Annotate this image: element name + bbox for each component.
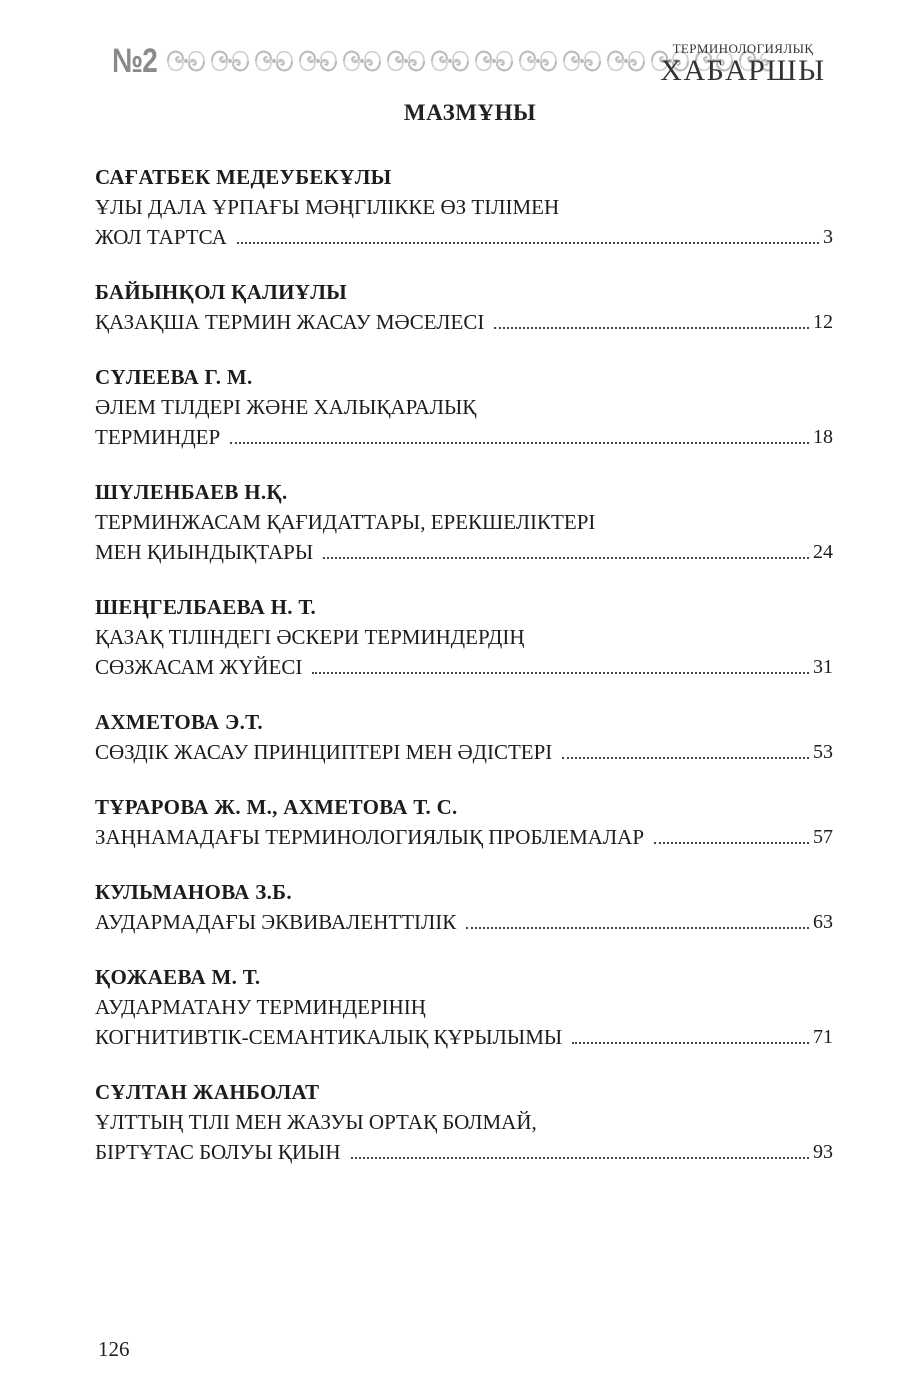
entry-author: СҰЛТАН ЖАНБОЛАТ <box>95 1080 320 1104</box>
entry-title-last-line <box>95 1137 833 1167</box>
entry-page-number: 31 <box>813 656 833 678</box>
journal-title-main: ХАБАРШЫ <box>660 54 826 87</box>
journal-title-top: ТЕРМИНОЛОГИЯЛЫҚ <box>672 41 814 56</box>
entry-title-last-line <box>95 1022 833 1052</box>
entry-title-last-line <box>95 307 833 337</box>
toc-title: МАЗМҰНЫ <box>403 100 537 125</box>
dot-leader <box>572 1042 809 1044</box>
toc-entry[interactable] <box>95 477 833 567</box>
running-header <box>112 40 828 86</box>
toc-entry[interactable] <box>95 962 833 1052</box>
toc-entry[interactable] <box>95 162 833 252</box>
dot-leader <box>466 927 809 929</box>
entry-title-text: СӨЗДІК ЖАСАУ ПРИНЦИПТЕРІ МЕН ӘДІСТЕРІ <box>95 740 553 764</box>
dot-leader <box>323 557 809 559</box>
journal-title <box>658 42 828 86</box>
entry-title-line: ҰЛТТЫҢ ТІЛІ МЕН ЖАЗУЫ ОРТАҚ БОЛМАЙ, <box>95 1110 537 1134</box>
entry-title-line: ҰЛЫ ДАЛА ҰРПАҒЫ МӘҢГІЛІККЕ ӨЗ ТІЛІМЕН <box>95 195 560 219</box>
entry-page-number: 57 <box>813 826 833 848</box>
entry-title-last-line <box>95 822 833 852</box>
entry-title-text: КОГНИТИВТІК-СЕМАНТИКАЛЫҚ ҚҰРЫЛЫМЫ <box>95 1025 563 1049</box>
entry-author: САҒАТБЕК МЕДЕУБЕКҰЛЫ <box>95 165 392 189</box>
dot-leader <box>654 842 809 844</box>
entry-page-number: 63 <box>813 911 833 933</box>
entry-title-text: МЕН ҚИЫНДЫҚТАРЫ <box>95 540 314 564</box>
dot-leader <box>312 672 809 674</box>
entry-author: ШЕҢГЕЛБАЕВА Н. Т. <box>95 595 317 619</box>
entry-title-last-line <box>95 652 833 682</box>
issue-number: №2 <box>112 42 157 80</box>
dot-leader <box>494 327 809 329</box>
toc-list <box>95 162 833 1192</box>
toc-entry[interactable] <box>95 707 833 767</box>
entry-title-line: ТЕРМИНЖАСАМ ҚАҒИДАТТАРЫ, ЕРЕКШЕЛІКТЕРІ <box>95 510 596 534</box>
entry-title-text: АУДАРМАДАҒЫ ЭКВИВАЛЕНТТІЛІК <box>95 910 457 934</box>
entry-title-text: ҚАЗАҚША ТЕРМИН ЖАСАУ МӘСЕЛЕСІ <box>95 310 485 334</box>
toc-entry[interactable] <box>95 877 833 937</box>
entry-author: КУЛЬМАНОВА З.Б. <box>95 880 292 904</box>
entry-author: ТҰРАРОВА Ж. М., АХМЕТОВА Т. С. <box>95 795 458 819</box>
toc-entry[interactable] <box>95 792 833 852</box>
page-folio: 126 <box>98 1337 130 1361</box>
entry-title-text: ТЕРМИНДЕР <box>95 425 221 449</box>
toc-entry[interactable] <box>95 592 833 682</box>
entry-page-number: 93 <box>813 1141 833 1163</box>
entry-title-last-line <box>95 737 833 767</box>
entry-author: БАЙЫНҚОЛ ҚАЛИҰЛЫ <box>95 280 348 304</box>
entry-title-text: ЗАҢНАМАДАҒЫ ТЕРМИНОЛОГИЯЛЫҚ ПРОБЛЕМАЛАР <box>95 825 645 849</box>
entry-author: АХМЕТОВА Э.Т. <box>95 710 263 734</box>
entry-title-text: ЖОЛ ТАРТСА <box>95 225 227 249</box>
entry-author: ҚОЖАЕВА М. Т. <box>95 965 261 989</box>
toc-entry[interactable] <box>95 277 833 337</box>
dot-leader <box>351 1157 810 1159</box>
entry-page-number: 18 <box>813 426 833 448</box>
entry-title-text: БІРТҰТАС БОЛУЫ ҚИЫН <box>95 1140 341 1164</box>
entry-title-last-line <box>95 422 833 452</box>
toc-entry[interactable] <box>95 362 833 452</box>
entry-title-last-line <box>95 907 833 937</box>
entry-page-number: 71 <box>813 1026 833 1048</box>
entry-author: СҮЛЕЕВА Г. М. <box>95 365 253 389</box>
toc-entry[interactable] <box>95 1077 833 1167</box>
dot-leader <box>237 242 819 244</box>
dot-leader <box>230 442 809 444</box>
dot-leader <box>562 757 809 759</box>
entry-author: ШҮЛЕНБАЕВ Н.Қ. <box>95 480 288 504</box>
entry-page-number: 3 <box>823 226 833 248</box>
entry-title-last-line <box>95 537 833 567</box>
entry-title-line: ҚАЗАҚ ТІЛІНДЕГІ ӘСКЕРИ ТЕРМИНДЕРДІҢ <box>95 625 525 649</box>
entry-page-number: 12 <box>813 311 833 333</box>
entry-title-last-line <box>95 222 833 252</box>
entry-title-text: СӨЗЖАСАМ ЖҮЙЕСІ <box>95 655 303 679</box>
entry-page-number: 24 <box>813 541 833 563</box>
entry-page-number: 53 <box>813 741 833 763</box>
entry-title-line: ӘЛЕМ ТІЛДЕРІ ЖӘНЕ ХАЛЫҚАРАЛЫҚ <box>95 395 477 419</box>
entry-title-line: АУДАРМАТАНУ ТЕРМИНДЕРІНІҢ <box>95 995 426 1019</box>
